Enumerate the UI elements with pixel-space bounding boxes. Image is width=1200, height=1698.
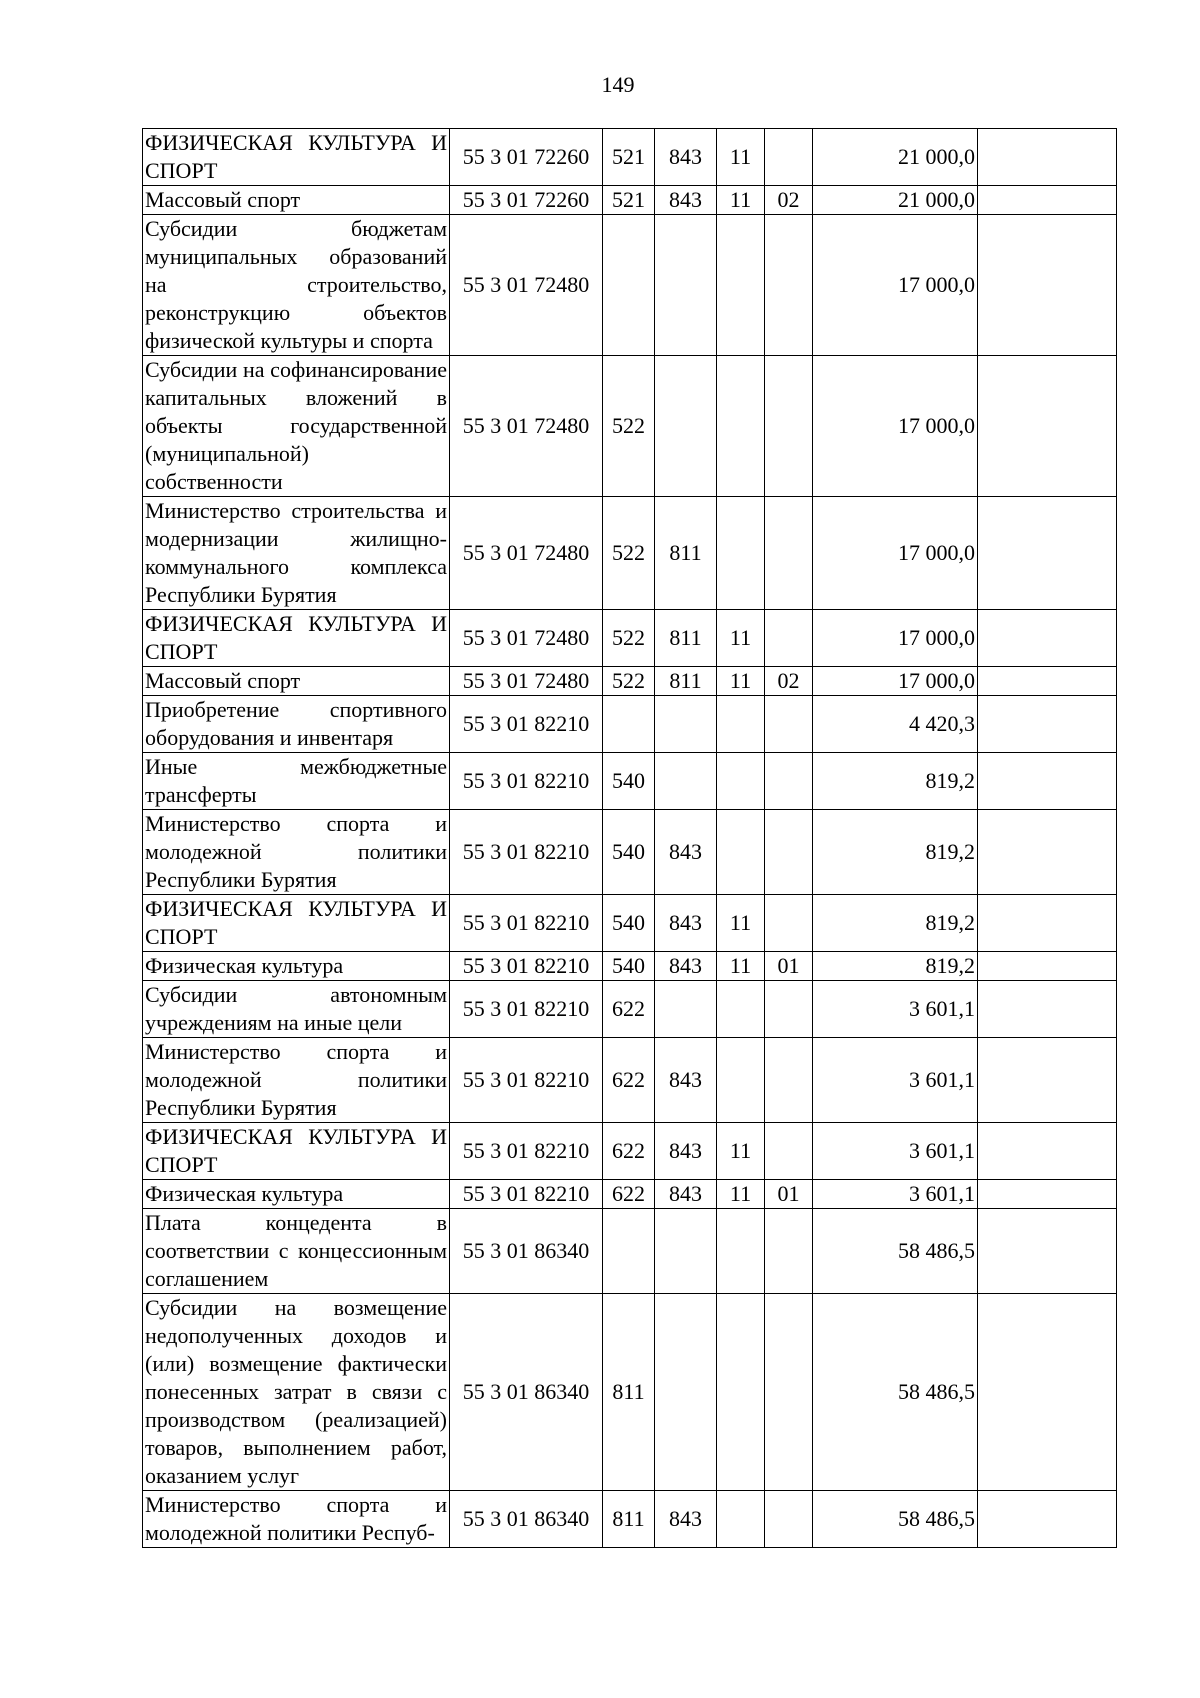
ministry-code-cell: 843 bbox=[655, 810, 717, 895]
row-name-cell: Министерство строительства и модернизации жилищно-коммунального комплекса Республики Бурятия bbox=[143, 497, 450, 610]
amount-cell: 17 000,0 bbox=[813, 356, 978, 497]
table-row bbox=[143, 497, 1117, 610]
amount-cell: 819,2 bbox=[813, 810, 978, 895]
expense-type-cell bbox=[603, 1209, 655, 1294]
row-name-cell: Субсидии на софинансирование капитальных вложений в объекты государственной (муниципальной) собственности bbox=[143, 356, 450, 497]
subsection-code-cell bbox=[765, 610, 813, 667]
extra-cell bbox=[978, 895, 1117, 952]
amount-cell: 21 000,0 bbox=[813, 186, 978, 215]
extra-cell bbox=[978, 497, 1117, 610]
amount-cell: 819,2 bbox=[813, 952, 978, 981]
amount-cell: 58 486,5 bbox=[813, 1209, 978, 1294]
table-row bbox=[143, 981, 1117, 1038]
section-code-cell: 11 bbox=[717, 186, 765, 215]
ministry-code-cell: 843 bbox=[655, 129, 717, 186]
table-row bbox=[143, 129, 1117, 186]
extra-cell bbox=[978, 215, 1117, 356]
table-row bbox=[143, 215, 1117, 356]
target-code-cell: 55 3 01 72480 bbox=[450, 667, 603, 696]
target-code-cell: 55 3 01 82210 bbox=[450, 1123, 603, 1180]
target-code-cell: 55 3 01 86340 bbox=[450, 1294, 603, 1491]
target-code-cell: 55 3 01 82210 bbox=[450, 810, 603, 895]
ministry-code-cell: 843 bbox=[655, 1180, 717, 1209]
subsection-code-cell bbox=[765, 1038, 813, 1123]
table-row bbox=[143, 895, 1117, 952]
expense-type-cell: 540 bbox=[603, 952, 655, 981]
amount-cell: 17 000,0 bbox=[813, 497, 978, 610]
extra-cell bbox=[978, 1123, 1117, 1180]
row-name-cell: Иные межбюджетные трансферты bbox=[143, 753, 450, 810]
subsection-code-cell bbox=[765, 810, 813, 895]
amount-cell: 819,2 bbox=[813, 753, 978, 810]
target-code-cell: 55 3 01 72260 bbox=[450, 186, 603, 215]
row-name-cell: Министерство спорта и молодежной политики Респуб- bbox=[143, 1491, 450, 1548]
subsection-code-cell bbox=[765, 1294, 813, 1491]
amount-cell: 819,2 bbox=[813, 895, 978, 952]
budget-table bbox=[142, 128, 1117, 1548]
ministry-code-cell: 811 bbox=[655, 497, 717, 610]
expense-type-cell: 521 bbox=[603, 129, 655, 186]
amount-cell: 3 601,1 bbox=[813, 1180, 978, 1209]
extra-cell bbox=[978, 667, 1117, 696]
extra-cell bbox=[978, 1294, 1117, 1491]
table-row bbox=[143, 1180, 1117, 1209]
section-code-cell bbox=[717, 1294, 765, 1491]
subsection-code-cell bbox=[765, 981, 813, 1038]
expense-type-cell: 622 bbox=[603, 1123, 655, 1180]
subsection-code-cell: 01 bbox=[765, 952, 813, 981]
section-code-cell: 11 bbox=[717, 129, 765, 186]
table-row bbox=[143, 753, 1117, 810]
extra-cell bbox=[978, 1038, 1117, 1123]
ministry-code-cell: 843 bbox=[655, 1038, 717, 1123]
extra-cell bbox=[978, 1491, 1117, 1548]
row-name-cell: Плата концедента в соответствии с концессионным соглашением bbox=[143, 1209, 450, 1294]
table-row bbox=[143, 1294, 1117, 1491]
row-name-cell: Министерство спорта и молодежной политики Республики Бурятия bbox=[143, 810, 450, 895]
extra-cell bbox=[978, 753, 1117, 810]
ministry-code-cell bbox=[655, 1209, 717, 1294]
table-row bbox=[143, 186, 1117, 215]
section-code-cell bbox=[717, 753, 765, 810]
extra-cell bbox=[978, 810, 1117, 895]
row-name-cell: Физическая культура bbox=[143, 1180, 450, 1209]
ministry-code-cell: 811 bbox=[655, 667, 717, 696]
ministry-code-cell: 843 bbox=[655, 952, 717, 981]
ministry-code-cell: 843 bbox=[655, 895, 717, 952]
expense-type-cell: 622 bbox=[603, 1180, 655, 1209]
table-row bbox=[143, 952, 1117, 981]
table-row bbox=[143, 696, 1117, 753]
row-name-cell: ФИЗИЧЕСКАЯ КУЛЬТУРА И СПОРТ bbox=[143, 610, 450, 667]
table-row bbox=[143, 610, 1117, 667]
expense-type-cell: 540 bbox=[603, 753, 655, 810]
expense-type-cell: 522 bbox=[603, 356, 655, 497]
subsection-code-cell bbox=[765, 1209, 813, 1294]
section-code-cell bbox=[717, 696, 765, 753]
ministry-code-cell bbox=[655, 696, 717, 753]
expense-type-cell: 811 bbox=[603, 1294, 655, 1491]
target-code-cell: 55 3 01 72480 bbox=[450, 497, 603, 610]
section-code-cell: 11 bbox=[717, 1180, 765, 1209]
row-name-cell: Массовый спорт bbox=[143, 667, 450, 696]
table-row bbox=[143, 1123, 1117, 1180]
target-code-cell: 55 3 01 82210 bbox=[450, 1038, 603, 1123]
amount-cell: 17 000,0 bbox=[813, 667, 978, 696]
target-code-cell: 55 3 01 82210 bbox=[450, 981, 603, 1038]
subsection-code-cell bbox=[765, 753, 813, 810]
amount-cell: 4 420,3 bbox=[813, 696, 978, 753]
subsection-code-cell bbox=[765, 1123, 813, 1180]
expense-type-cell: 522 bbox=[603, 497, 655, 610]
target-code-cell: 55 3 01 86340 bbox=[450, 1491, 603, 1548]
expense-type-cell: 540 bbox=[603, 895, 655, 952]
subsection-code-cell: 02 bbox=[765, 186, 813, 215]
table-row bbox=[143, 1209, 1117, 1294]
subsection-code-cell bbox=[765, 356, 813, 497]
section-code-cell bbox=[717, 356, 765, 497]
ministry-code-cell bbox=[655, 356, 717, 497]
target-code-cell: 55 3 01 82210 bbox=[450, 753, 603, 810]
expense-type-cell: 540 bbox=[603, 810, 655, 895]
amount-cell: 3 601,1 bbox=[813, 1038, 978, 1123]
amount-cell: 3 601,1 bbox=[813, 981, 978, 1038]
amount-cell: 17 000,0 bbox=[813, 610, 978, 667]
row-name-cell: Субсидии на возмещение недополученных доходов и (или) возмещение фактически понесенных затрат в связи с производством (реализацией) товаров, выполнением работ, оказанием услуг bbox=[143, 1294, 450, 1491]
row-name-cell: Массовый спорт bbox=[143, 186, 450, 215]
table-row bbox=[143, 356, 1117, 497]
row-name-cell: ФИЗИЧЕСКАЯ КУЛЬТУРА И СПОРТ bbox=[143, 895, 450, 952]
expense-type-cell bbox=[603, 215, 655, 356]
expense-type-cell bbox=[603, 696, 655, 753]
amount-cell: 58 486,5 bbox=[813, 1294, 978, 1491]
expense-type-cell: 811 bbox=[603, 1491, 655, 1548]
ministry-code-cell: 843 bbox=[655, 186, 717, 215]
extra-cell bbox=[978, 981, 1117, 1038]
expense-type-cell: 521 bbox=[603, 186, 655, 215]
ministry-code-cell: 843 bbox=[655, 1491, 717, 1548]
ministry-code-cell: 811 bbox=[655, 610, 717, 667]
budget-table-body bbox=[143, 129, 1117, 1548]
ministry-code-cell bbox=[655, 1294, 717, 1491]
extra-cell bbox=[978, 186, 1117, 215]
extra-cell bbox=[978, 129, 1117, 186]
section-code-cell bbox=[717, 215, 765, 356]
section-code-cell: 11 bbox=[717, 895, 765, 952]
ministry-code-cell bbox=[655, 215, 717, 356]
subsection-code-cell bbox=[765, 215, 813, 356]
amount-cell: 58 486,5 bbox=[813, 1491, 978, 1548]
row-name-cell: Субсидии бюджетам муниципальных образований на строительство, реконструкцию объектов физической культуры и спорта bbox=[143, 215, 450, 356]
extra-cell bbox=[978, 1209, 1117, 1294]
table-row bbox=[143, 810, 1117, 895]
expense-type-cell: 522 bbox=[603, 667, 655, 696]
section-code-cell bbox=[717, 1038, 765, 1123]
row-name-cell: Физическая культура bbox=[143, 952, 450, 981]
subsection-code-cell bbox=[765, 696, 813, 753]
ministry-code-cell bbox=[655, 753, 717, 810]
subsection-code-cell bbox=[765, 129, 813, 186]
table-row bbox=[143, 667, 1117, 696]
extra-cell bbox=[978, 1180, 1117, 1209]
amount-cell: 3 601,1 bbox=[813, 1123, 978, 1180]
target-code-cell: 55 3 01 72480 bbox=[450, 356, 603, 497]
ministry-code-cell bbox=[655, 981, 717, 1038]
amount-cell: 21 000,0 bbox=[813, 129, 978, 186]
section-code-cell: 11 bbox=[717, 952, 765, 981]
section-code-cell: 11 bbox=[717, 610, 765, 667]
target-code-cell: 55 3 01 82210 bbox=[450, 696, 603, 753]
section-code-cell: 11 bbox=[717, 667, 765, 696]
target-code-cell: 55 3 01 82210 bbox=[450, 952, 603, 981]
amount-cell: 17 000,0 bbox=[813, 215, 978, 356]
subsection-code-cell bbox=[765, 497, 813, 610]
expense-type-cell: 622 bbox=[603, 1038, 655, 1123]
expense-type-cell: 522 bbox=[603, 610, 655, 667]
subsection-code-cell bbox=[765, 895, 813, 952]
section-code-cell bbox=[717, 1209, 765, 1294]
section-code-cell: 11 bbox=[717, 1123, 765, 1180]
row-name-cell: ФИЗИЧЕСКАЯ КУЛЬТУРА И СПОРТ bbox=[143, 1123, 450, 1180]
extra-cell bbox=[978, 610, 1117, 667]
extra-cell bbox=[978, 356, 1117, 497]
row-name-cell: ФИЗИЧЕСКАЯ КУЛЬТУРА И СПОРТ bbox=[143, 129, 450, 186]
section-code-cell bbox=[717, 981, 765, 1038]
target-code-cell: 55 3 01 86340 bbox=[450, 1209, 603, 1294]
section-code-cell bbox=[717, 1491, 765, 1548]
table-row bbox=[143, 1038, 1117, 1123]
extra-cell bbox=[978, 952, 1117, 981]
row-name-cell: Министерство спорта и молодежной политики Республики Бурятия bbox=[143, 1038, 450, 1123]
row-name-cell: Субсидии автономным учреждениям на иные цели bbox=[143, 981, 450, 1038]
subsection-code-cell bbox=[765, 1491, 813, 1548]
target-code-cell: 55 3 01 82210 bbox=[450, 895, 603, 952]
expense-type-cell: 622 bbox=[603, 981, 655, 1038]
section-code-cell bbox=[717, 810, 765, 895]
section-code-cell bbox=[717, 497, 765, 610]
target-code-cell: 55 3 01 72480 bbox=[450, 215, 603, 356]
target-code-cell: 55 3 01 82210 bbox=[450, 1180, 603, 1209]
extra-cell bbox=[978, 696, 1117, 753]
table-row bbox=[143, 1491, 1117, 1548]
subsection-code-cell: 02 bbox=[765, 667, 813, 696]
ministry-code-cell: 843 bbox=[655, 1123, 717, 1180]
subsection-code-cell: 01 bbox=[765, 1180, 813, 1209]
page-number: 149 bbox=[601, 72, 635, 97]
row-name-cell: Приобретение спортивного оборудования и инвентаря bbox=[143, 696, 450, 753]
target-code-cell: 55 3 01 72260 bbox=[450, 129, 603, 186]
target-code-cell: 55 3 01 72480 bbox=[450, 610, 603, 667]
